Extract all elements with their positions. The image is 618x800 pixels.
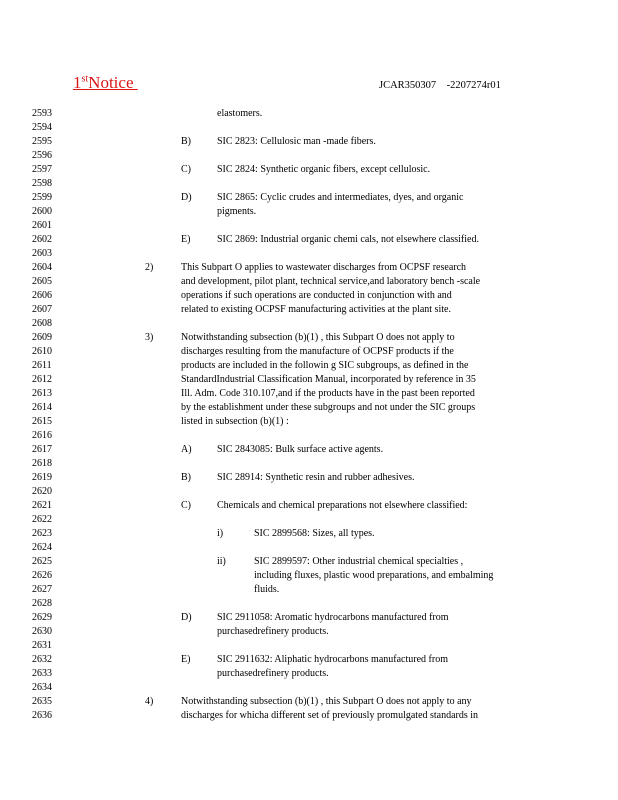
line-number: 2615 [32,416,52,427]
paragraph-text: listed in subsection (b)(1) : [181,416,289,427]
line-number: 2602 [32,234,52,245]
item-text: pigments. [217,206,257,217]
line-number: 2622 [32,514,52,525]
line-number: 2603 [32,248,52,259]
line-number: 2624 [32,542,52,553]
line-number: 2594 [32,122,52,133]
paragraph-text: Notwithstanding subsection (b)(1) , this Subpart O does not apply to [181,332,455,343]
subitem-label: i) [217,528,224,539]
line-number: 2631 [32,640,52,651]
line-number: 2609 [32,332,52,343]
item-text: SIC 2823: Cellulosic man -made fibers. [217,136,376,147]
item-label: D) [181,192,192,203]
paragraph-text: This Subpart O applies to wastewater discharges from OCPSF research [181,262,467,273]
paragraph-text: related to existing OCPSF manufacturing activities at the plant site. [181,304,451,315]
item-text: purchasedrefinery products. [217,668,329,679]
line-number: 2630 [32,626,52,637]
item-text: SIC 2869: Industrial organic chemi cals, not elsewhere classified. [217,234,479,245]
line-number: 2628 [32,598,52,609]
item-label: C) [181,164,191,175]
item-label: B) [181,136,191,147]
line-number: 2605 [32,276,52,287]
paragraph-label: 2) [145,262,154,273]
line-number: 2616 [32,430,52,441]
line-number: 2633 [32,668,52,679]
subitem-text: SIC 2899568: Sizes, all types. [254,528,375,539]
line-number: 2614 [32,402,52,413]
line-number: 2610 [32,346,52,357]
line-number: 2600 [32,206,52,217]
line-number: 2595 [32,136,52,147]
line-number: 2598 [32,178,52,189]
item-label: B) [181,472,191,483]
item-label: D) [181,612,192,623]
notice-suffix: st [81,73,89,85]
item-label: E) [181,234,191,245]
line-number: 2634 [32,682,52,693]
paragraph-text: StandardIndustrial Classification Manual, incorporated by reference in 35 [181,374,476,385]
item-text: Chemicals and chemical preparations not elsewhere classified: [217,500,468,511]
item-text: SIC 28914: Synthetic resin and rubber adhesives. [217,472,415,483]
line-number: 2625 [32,556,52,567]
line-number: 2607 [32,304,52,315]
item-label: E) [181,654,191,665]
item-text: SIC 2824: Synthetic organic fibers, except cellulosic. [217,164,431,175]
line-number: 2601 [32,220,52,231]
subitem-text: SIC 2899597: Other industrial chemical specialties , [254,556,464,567]
line-number: 2612 [32,374,52,385]
line-number: 2608 [32,318,52,329]
jcar-code: JCAR350307 -2207274r01 [379,80,501,91]
notice-word: Notice [88,73,138,92]
paragraph-label: 4) [145,696,154,707]
paragraph-text: and development, pilot plant, technical service,and laboratory bench -scale [181,276,481,287]
line-number: 2621 [32,500,52,511]
item-label: C) [181,500,191,511]
item-text: SIC 2911058: Aromatic hydrocarbons manufactured from [217,612,449,623]
paragraph-text: discharges resulting from the manufacture of OCPSF products if the [181,346,454,357]
item-text: SIC 2911632: Aliphatic hydrocarbons manufactured from [217,654,448,665]
paragraph-text: Ill. Adm. Code 310.107,and if the products have in the past been reported [181,388,475,399]
continued-text: elastomers. [217,108,263,119]
line-number: 2597 [32,164,52,175]
line-number: 2599 [32,192,52,203]
line-number: 2620 [32,486,52,497]
line-number: 2611 [32,360,52,371]
line-number: 2604 [32,262,52,273]
paragraph-text: discharges for whicha different set of previously promulgated standards in [181,710,479,721]
subitem-text: fluids. [254,584,280,595]
paragraph-text: Notwithstanding subsection (b)(1) , this Subpart O does not apply to any [181,696,472,707]
line-number: 2613 [32,388,52,399]
paragraph-text: operations if such operations are conducted in conjunction with and [181,290,452,301]
line-number: 2632 [32,654,52,665]
line-number: 2623 [32,528,52,539]
notice-heading [73,73,138,93]
line-number: 2606 [32,290,52,301]
line-number: 2619 [32,472,52,483]
line-number: 2627 [32,584,52,595]
line-number: 2635 [32,696,52,707]
subitem-label: ii) [217,556,226,567]
paragraph-text: products are included in the followin g SIC subgroups, as defined in the [181,360,469,371]
paragraph-label: 3) [145,332,154,343]
item-text: SIC 2843085: Bulk surface active agents. [217,444,384,455]
notice-number: 1 [73,73,82,92]
item-text: purchasedrefinery products. [217,626,329,637]
line-number: 2596 [32,150,52,161]
line-number: 2636 [32,710,52,721]
paragraph-text: by the establishment under these subgroups and not under the SIC groups [181,402,476,413]
line-number: 2593 [32,108,52,119]
item-label: A) [181,444,192,455]
line-number: 2629 [32,612,52,623]
subitem-text: including fluxes, plastic wood preparations, and embalming [254,570,494,581]
line-number: 2617 [32,444,52,455]
line-number: 2626 [32,570,52,581]
line-number: 2618 [32,458,52,469]
item-text: SIC 2865: Cyclic crudes and intermediates, dyes, and organic [217,192,464,203]
